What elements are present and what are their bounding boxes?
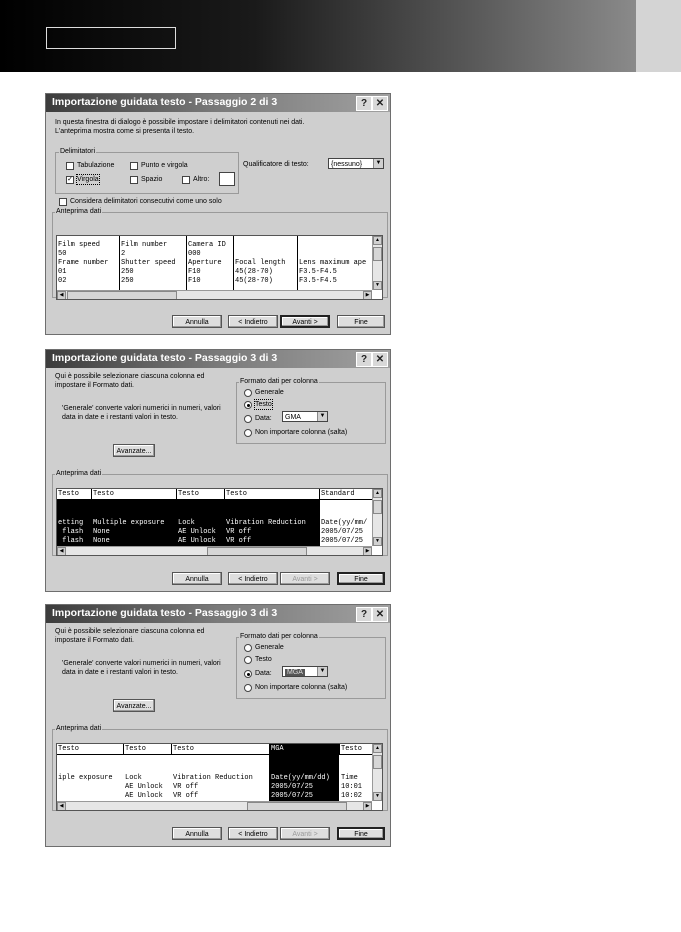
preview-cell: AE Unlock — [178, 528, 216, 536]
intro-text-2: L'anteprima mostra come si presenta il testo. — [55, 128, 195, 135]
qualifier-value: {nessuno} — [331, 161, 363, 168]
preview-cell: 250 — [121, 277, 134, 285]
text-radio[interactable] — [244, 401, 252, 409]
vertical-scrollbar[interactable] — [372, 744, 382, 801]
dialog-title: Importazione guidata testo - Passaggio 3 di 3 — [52, 607, 278, 619]
chevron-down-icon[interactable]: ▼ — [317, 412, 327, 421]
tab-label: Tabulazione — [77, 162, 115, 169]
cancel-button[interactable]: Annulla — [172, 827, 222, 840]
chevron-down-icon[interactable]: ▼ — [317, 667, 327, 676]
column-separator — [269, 744, 270, 755]
preview-cell: Vibration Reduction — [173, 774, 253, 782]
qualifier-select[interactable] — [328, 158, 384, 169]
close-icon[interactable]: ✕ — [372, 607, 388, 622]
scroll-thumb[interactable] — [373, 755, 382, 769]
scroll-down-icon[interactable]: ▼ — [373, 281, 382, 290]
space-checkbox[interactable] — [130, 176, 138, 184]
column-header[interactable]: Testo — [58, 745, 80, 753]
date-label: Data: — [255, 670, 272, 677]
back-button[interactable]: < Indietro — [228, 572, 278, 585]
preview-cell: 2005/07/25 — [321, 537, 364, 545]
help-icon[interactable]: ? — [356, 352, 372, 367]
general-radio[interactable] — [244, 389, 252, 397]
data-preview[interactable] — [56, 488, 383, 556]
preview-cell: 02 — [58, 277, 67, 285]
advanced-button[interactable]: Avanzate... — [113, 444, 155, 457]
scroll-thumb[interactable] — [247, 802, 347, 811]
horizontal-scrollbar[interactable] — [57, 801, 372, 811]
comma-label: Virgola — [77, 176, 99, 183]
preview-cell: 10:02 — [341, 792, 363, 800]
column-separator — [119, 236, 120, 290]
preview-cell: VR off — [226, 528, 252, 536]
dialog-title: Importazione guidata testo - Passaggio 3 di 3 — [52, 352, 278, 364]
other-delimiter-input[interactable] — [219, 172, 235, 186]
date-radio[interactable] — [244, 415, 252, 423]
preview-cell: flash — [58, 537, 84, 545]
column-header[interactable]: MGA — [271, 745, 284, 753]
semicolon-label: Punto e virgola — [141, 162, 188, 169]
preview-cell: Frame number — [58, 259, 109, 267]
preview-cell: F10 — [188, 268, 201, 276]
column-header[interactable]: Testo — [93, 490, 115, 498]
preview-cell: 10:01 — [341, 783, 363, 791]
column-separator — [297, 236, 298, 290]
horizontal-scrollbar[interactable] — [57, 546, 372, 556]
preview-cell: 50 — [58, 250, 67, 258]
preview-cell: Film number — [121, 241, 168, 249]
preview-cell: Film speed — [58, 241, 101, 249]
format-group-label: Formato dati per colonna — [240, 633, 318, 640]
skip-label: Non importare colonna (salta) — [255, 429, 348, 436]
general-radio[interactable] — [244, 644, 252, 652]
date-format-value: GMA — [285, 414, 301, 421]
skip-radio[interactable] — [244, 684, 252, 692]
import-wizard-step3-dialog — [45, 349, 391, 592]
consecutive-checkbox[interactable] — [59, 198, 67, 206]
finish-button[interactable]: Fine — [337, 572, 385, 585]
next-button[interactable]: Avanti > — [280, 827, 330, 840]
note-text-2: data in date e i restanti valori in testo. — [62, 669, 178, 676]
back-button[interactable]: < Indietro — [228, 827, 278, 840]
text-label: Testo — [255, 401, 272, 408]
column-separator — [171, 744, 172, 755]
page-side-tab — [636, 0, 681, 72]
scroll-up-icon[interactable]: ▲ — [373, 236, 382, 245]
preview-cell: Lock — [178, 519, 195, 527]
date-format-value: MGA — [287, 669, 303, 676]
preview-cell: 45(28-70) — [235, 277, 273, 285]
cancel-button[interactable]: Annulla — [172, 572, 222, 585]
import-wizard-step2-dialog — [45, 93, 391, 335]
title-bar — [46, 94, 390, 112]
scroll-thumb[interactable] — [207, 547, 307, 556]
skip-label: Non importare colonna (salta) — [255, 684, 348, 691]
delimiters-group-label: Delimitatori — [60, 148, 96, 155]
consecutive-label: Considera delimitatori consecutivi come uno solo — [70, 198, 222, 205]
space-label: Spazio — [141, 176, 163, 183]
preview-cell: F3.5-F4.5 — [299, 277, 337, 285]
preview-cell: Vibration Reduction — [226, 519, 306, 527]
date-radio[interactable] — [244, 670, 252, 678]
preview-cell: Aperture — [188, 259, 222, 267]
preview-cell: Date(yy/mm/ — [321, 519, 368, 527]
preview-cell: iple exposure — [58, 774, 113, 782]
comma-checkbox[interactable]: ✓ — [67, 176, 73, 183]
preview-cell: 2 — [121, 250, 126, 258]
intro-text-2: impostare il Formato dati. — [55, 382, 134, 389]
date-format-select[interactable] — [282, 666, 328, 677]
preview-cell: flash — [58, 528, 84, 536]
column-header[interactable]: Standard — [321, 490, 355, 498]
other-label: Altro: — [193, 176, 210, 183]
preview-cell: Time — [341, 774, 358, 782]
preview-cell: Lock — [125, 774, 142, 782]
date-format-select[interactable] — [282, 411, 328, 422]
scroll-up-icon[interactable]: ▲ — [373, 744, 382, 753]
back-button[interactable]: < Indietro — [228, 315, 278, 328]
preview-cell: Multiple exposure — [93, 519, 165, 527]
note-text-2: data in date e i restanti valori in testo. — [62, 414, 178, 421]
column-header[interactable]: Testo — [178, 490, 200, 498]
scroll-left-icon[interactable]: ◀ — [57, 547, 66, 556]
preview-cell: Lens maximum ape — [299, 259, 367, 267]
scroll-thumb[interactable] — [373, 500, 382, 514]
column-separator — [176, 489, 177, 500]
preview-cell: etting — [58, 519, 84, 527]
preview-cell: Camera ID — [188, 241, 226, 249]
scroll-left-icon[interactable]: ◀ — [57, 802, 66, 811]
preview-cell: None — [93, 528, 110, 536]
column-header[interactable]: Testo — [173, 745, 195, 753]
scroll-thumb[interactable] — [67, 291, 177, 300]
preview-cell: Shutter speed — [121, 259, 176, 267]
format-group-label: Formato dati per colonna — [240, 378, 318, 385]
skip-radio[interactable] — [244, 429, 252, 437]
preview-cell: F3.5-F4.5 — [299, 268, 337, 276]
column-separator — [319, 489, 320, 546]
chevron-down-icon[interactable]: ▼ — [373, 159, 383, 168]
preview-cell: 01 — [58, 268, 67, 276]
preview-cell: 45(28-70) — [235, 268, 273, 276]
column-header[interactable]: Testo — [58, 490, 80, 498]
preview-cell: 2005/07/25 — [321, 528, 364, 536]
preview-cell: VR off — [173, 783, 199, 791]
data-preview[interactable] — [56, 743, 383, 811]
help-icon[interactable]: ? — [356, 96, 372, 111]
delimiters-group — [55, 152, 239, 194]
general-label: Generale — [255, 389, 284, 396]
close-icon[interactable]: ✕ — [372, 96, 388, 111]
preview-group-label: Anteprima dati — [56, 208, 102, 215]
column-header[interactable]: Testo — [125, 745, 147, 753]
scroll-thumb[interactable] — [373, 247, 382, 261]
preview-cell: Date(yy/mm/dd) — [271, 774, 330, 782]
date-label: Data: — [255, 415, 272, 422]
intro-text-1: In questa finestra di dialogo è possibile impostare i delimitatori contenuti nei dati. — [55, 119, 305, 126]
vertical-scrollbar[interactable] — [372, 489, 382, 546]
preview-cell: VR off — [226, 537, 252, 545]
preview-cell: Focal length — [235, 259, 286, 267]
text-radio[interactable] — [244, 656, 252, 664]
next-button[interactable]: Avanti > — [280, 572, 330, 585]
scroll-down-icon[interactable]: ▼ — [373, 792, 382, 801]
tab-checkbox[interactable] — [66, 162, 74, 170]
import-wizard-step3-date-dialog — [45, 604, 391, 847]
preview-cell: 2005/07/25 — [271, 783, 314, 791]
vertical-scrollbar[interactable] — [372, 236, 382, 290]
title-bar — [46, 350, 390, 368]
advanced-button[interactable]: Avanzate... — [113, 699, 155, 712]
preview-cell: AE Unlock — [125, 783, 163, 791]
general-label: Generale — [255, 644, 284, 651]
column-separator — [186, 236, 187, 290]
scroll-left-icon[interactable]: ◀ — [57, 291, 66, 300]
scroll-down-icon[interactable]: ▼ — [373, 537, 382, 546]
preview-cell: 250 — [121, 268, 134, 276]
preview-group-label: Anteprima dati — [56, 470, 102, 477]
preview-cell: None — [93, 537, 110, 545]
note-text-1: 'Generale' converte valori numerici in numeri, valori — [62, 405, 221, 412]
preview-cell: AE Unlock — [125, 792, 163, 800]
preview-cell: 000 — [188, 250, 201, 258]
close-icon[interactable]: ✕ — [372, 352, 388, 367]
scroll-up-icon[interactable]: ▲ — [373, 489, 382, 498]
page-header-bar — [0, 0, 636, 72]
preview-cell: AE Unlock — [178, 537, 216, 545]
column-separator — [224, 489, 225, 500]
scroll-right-icon[interactable]: ▶ — [363, 291, 372, 300]
column-separator — [339, 744, 340, 755]
help-icon[interactable]: ? — [356, 607, 372, 622]
column-header[interactable]: Testo — [341, 745, 363, 753]
intro-text-2: impostare il Formato dati. — [55, 637, 134, 644]
column-separator — [91, 489, 92, 500]
header-title-box — [46, 27, 176, 49]
text-label: Testo — [255, 656, 272, 663]
column-separator — [123, 744, 124, 755]
scroll-right-icon[interactable]: ▶ — [363, 802, 372, 811]
next-button[interactable]: Avanti > — [280, 315, 330, 328]
column-separator — [233, 236, 234, 290]
intro-text-1: Qui è possibile selezionare ciascuna colonna ed — [55, 628, 205, 635]
finish-button[interactable]: Fine — [337, 315, 385, 328]
preview-cell: 2005/07/25 — [271, 792, 314, 800]
preview-cell: F10 — [188, 277, 201, 285]
horizontal-scrollbar[interactable] — [57, 290, 372, 300]
finish-button[interactable]: Fine — [337, 827, 385, 840]
data-preview[interactable] — [56, 235, 383, 300]
preview-group-label: Anteprima dati — [56, 725, 102, 732]
semicolon-checkbox[interactable] — [130, 162, 138, 170]
intro-text-1: Qui è possibile selezionare ciascuna colonna ed — [55, 373, 205, 380]
note-text-1: 'Generale' converte valori numerici in numeri, valori — [62, 660, 221, 667]
scroll-right-icon[interactable]: ▶ — [363, 547, 372, 556]
title-bar — [46, 605, 390, 623]
qualifier-label: Qualificatore di testo: — [243, 161, 309, 168]
column-header[interactable]: Testo — [226, 490, 248, 498]
other-checkbox[interactable] — [182, 176, 190, 184]
dialog-title: Importazione guidata testo - Passaggio 2 di 3 — [52, 96, 278, 108]
cancel-button[interactable]: Annulla — [172, 315, 222, 328]
preview-cell: VR off — [173, 792, 199, 800]
